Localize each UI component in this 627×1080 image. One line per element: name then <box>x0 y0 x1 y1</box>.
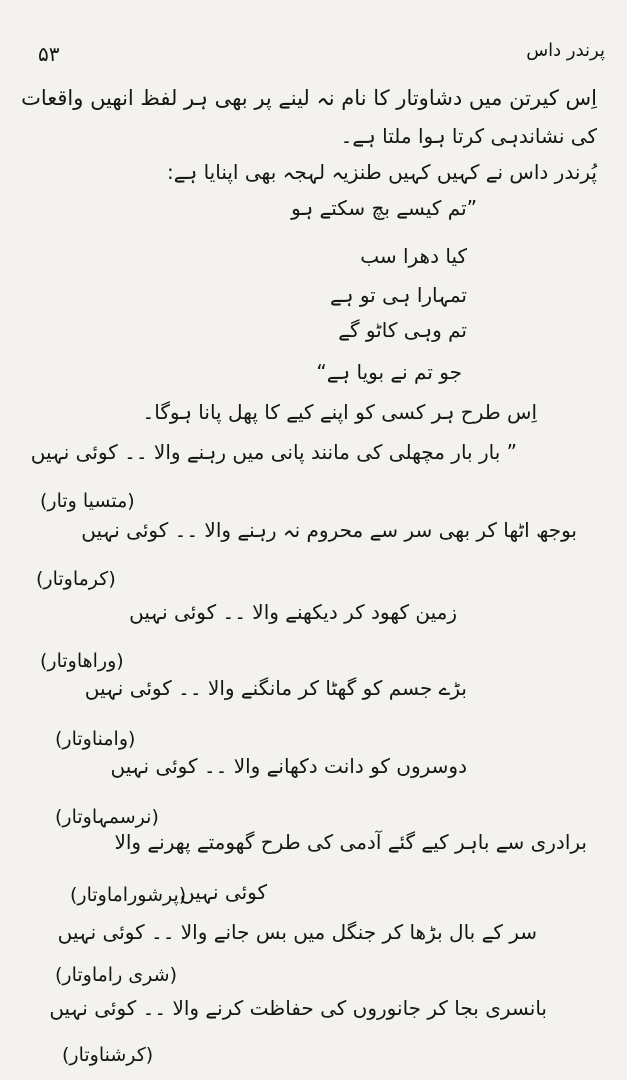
verse-line: جو تم نے بویا ہے“ <box>316 360 462 384</box>
avatar-line: ” بار بار مچھلی کی مانند پانی میں رہنے والا ۔۔ کوئی نہیں <box>30 440 517 464</box>
verse-line: تمہارا ہی تو ہے <box>330 283 467 307</box>
verse-line: ”تم کیسے بچ سکتے ہو <box>291 196 477 220</box>
avatar-line: برادری سے باہر کیے گئے آدمی کی طرح گھومتے پھرنے والا <box>114 830 587 854</box>
avatar-label: (وامناوتار) <box>55 728 136 750</box>
page-number: ۵۳ <box>38 42 60 66</box>
paragraph-line: اِس طرح ہر کسی کو اپنے کیے کا پھل پانا ہوگا۔ <box>142 400 537 424</box>
avatar-label: (کرشناوتار) <box>62 1044 154 1066</box>
avatar-label: (وراھاوتار) <box>40 650 124 672</box>
avatar-label: (کرماوتار) <box>36 568 116 590</box>
avatar-label: (نرسمہاوتار) <box>55 806 159 828</box>
avatar-label: (متسیا وتار) <box>40 490 135 512</box>
avatar-line: بانسری بجا کر جانوروں کی حفاظت کرنے والا ۔۔ کوئی نہیں <box>49 996 547 1020</box>
avatar-label: (شری راماوتار) <box>55 964 177 986</box>
avatar-line: بوجھ اٹھا کر بھی سر سے محروم نہ رہنے والا ۔۔ کوئی نہیں <box>81 518 577 542</box>
avatar-label: (پرشوراماوتار) <box>70 884 187 906</box>
avatar-line: زمین کھود کر دیکھنے والا ۔۔ کوئی نہیں <box>129 600 457 624</box>
paragraph-line: اِس کیرتن میں دشاوتار کا نام نہ لینے پر بھی ہر لفظ انھیں واقعات <box>21 86 597 110</box>
verse-line: تم وہی کاٹو گے <box>338 318 467 342</box>
running-header-title: پرندر داس <box>526 40 605 61</box>
avatar-line: بڑے جسم کو گھٹا کر مانگنے والا ۔۔ کوئی نہیں <box>84 676 467 700</box>
paragraph-line: پُرندر داس نے کہیں کہیں طنزیہ لہجہ بھی اپنایا ہے: <box>167 160 597 184</box>
avatar-line: سر کے بال بڑھا کر جنگل میں بس جانے والا ۔۔ کوئی نہیں <box>57 920 537 944</box>
avatar-line: کوئی نہیں <box>180 880 267 904</box>
avatar-line: دوسروں کو دانت دکھانے والا ۔۔ کوئی نہیں <box>110 754 467 778</box>
verse-line: کیا دھرا سب <box>360 244 467 268</box>
paragraph-line: کی نشاندہی کرتا ہوا ملتا ہے۔ <box>340 124 597 148</box>
